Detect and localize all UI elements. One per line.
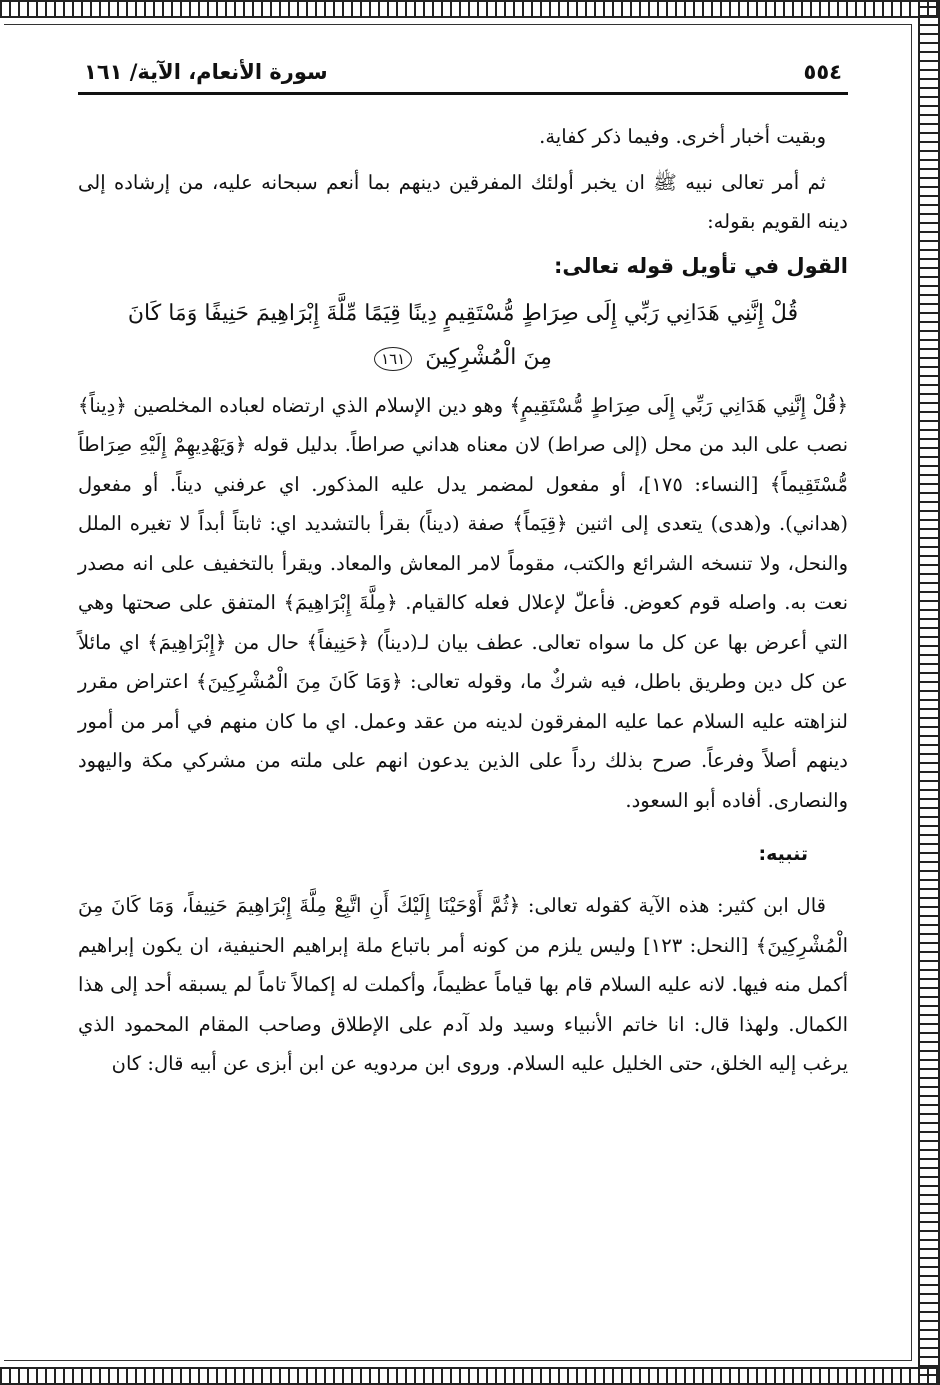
- section-heading: القول في تأويل قوله تعالى:: [554, 253, 848, 278]
- book-page: [78, 60, 848, 1084]
- page-header: [78, 60, 848, 95]
- verse-line-2: [78, 336, 848, 380]
- page-border-bottom: [0, 1367, 940, 1385]
- quran-verse: [78, 292, 848, 380]
- page-border-top: [0, 0, 940, 18]
- verse-line-2-text: مِنَ الْمُشْرِكِينَ: [425, 344, 552, 370]
- surah-title: سورة الأنعام، الآية/ ١٦١: [84, 60, 328, 84]
- intro-paragraph: ثم أمر تعالى نبيه ﷺ ان يخبر أولئك المفرقين دينهم بما أنعم سبحانه عليه، من إرشاده إلى دينه القويم بقوله:: [78, 170, 848, 233]
- note-heading: تنبيه:: [758, 843, 808, 865]
- intro-line: وبقيت أخبار أخرى. وفيما ذكر كفاية.: [539, 125, 826, 148]
- verse-number-marker: ١٦١: [374, 347, 412, 371]
- page-number: ٥٥٤: [803, 60, 842, 84]
- note-paragraph: قال ابن كثير: هذه الآية كقوله تعالى: ﴿ثُمَّ أَوْحَيْنَا إِلَيْكَ أَنِ اتَّبِعْ مِلَّةَ إِبْرَاهِيمَ حَنِيفاً، وَمَا كَانَ مِنَ الْمُشْرِكِينَ﴾ [النحل: ١٢٣] وليس يلزم من كونه أمر باتباع ملة إبراهيم الحنيفية، ان يكون إبراهيم أكمل منه فيها. لانه عليه السلام قام بها قياماً عظيماً، وأكملت له إكمالاً تاماً لم يسبقه أحد إلى هذا الكمال. ولهذا قال: انا خاتم الأنبياء وسيد ولد آدم على الإطلاق وصاحب المقام المحمود الذي يرغب إليه الخلق، حتى الخليل عليه السلام. وروى ابن مردويه عن ابن أبزى عن أبيه قال: كان: [78, 894, 848, 1075]
- tafsir-paragraph: ﴿قُلْ إِنَّنِي هَدَانِي رَبِّي إِلَى صِرَاطٍ مُّسْتَقِيمٍ﴾ وهو دين الإسلام الذي ارتضاه لعباده المخلصين ﴿دِيناً﴾ نصب على البد من محل (إلى صراط) لان معناه هداني صراطاً. بدليل قوله ﴿وَيَهْدِيهِمْ إِلَيْهِ صِرَاطاً مُّسْتَقِيماً﴾ [النساء: ١٧٥]، أو مفعول لمضمر يدل عليه المذكور. اي عرفني ديناً. أو مفعول (هداني). و(هدى) يتعدى إلى اثنين ﴿قِيَماً﴾ صفة (ديناً) بقرأ بالتشديد اي: ثابتاً أبداً لا تغيره الملل والنحل، ولا تنسخه الشرائع والكتب، مقوماً لامر المعاش والمعاد. ويقرأ بالتخفيف على انه مصدر نعت به. واصله قوم كعوض. فأعلّ لإعلال فعله كالقيام. ﴿مِلَّةَ إِبْرَاهِيمَ﴾ المتفق على صحتها وهي التي أعرض بها عن كل ما سواه تعالى. عطف بيان لـ(ديناً) ﴿حَنِيفاً﴾ حال من ﴿إِبْرَاهِيمَ﴾ اي مائلاً عن كل دين وطريق باطل، فيه شركٌ ما، وقوله تعالى: ﴿وَمَا كَانَ مِنَ الْمُشْرِكِينَ﴾ اعتراض مقرر لنزاهته عليه السلام عما عليه المفرقون لدينه من عقد وعمل. اي ما كان منهم في أمر من أمور دينهم أصلاً وفرعاً. صرح بذلك رداً على الذين يدعون انهم على ملته من مشركي مكة واليهود والنصارى. أفاده أبو السعود.: [78, 393, 848, 812]
- verse-line-1: قُلْ إِنَّنِي هَدَانِي رَبِّي إِلَى صِرَاطٍ مُّسْتَقِيمٍ دِينًا قِيَمًا مِّلَّةَ إِبْرَاهِيمَ حَنِيفًا وَمَا كَانَ: [127, 300, 799, 326]
- page-border-right: [918, 0, 940, 1385]
